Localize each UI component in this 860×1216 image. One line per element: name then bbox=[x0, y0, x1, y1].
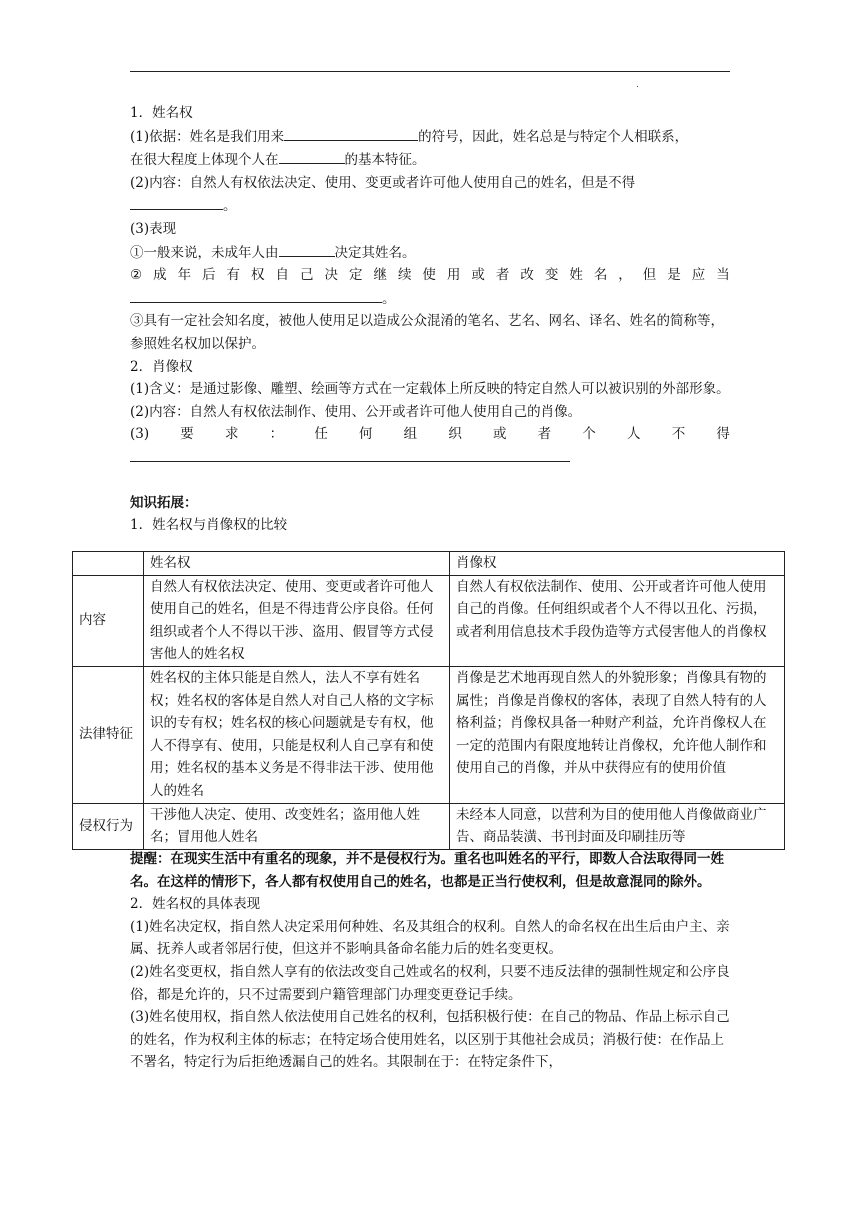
req-char: 要 bbox=[180, 426, 194, 443]
expr2-char: 名 bbox=[593, 267, 608, 284]
expression-item-2 bbox=[130, 264, 730, 287]
expr2-char: 使 bbox=[422, 267, 436, 284]
req-char: 人 bbox=[627, 426, 641, 443]
table-header-row bbox=[73, 552, 785, 576]
expr2-char: 定 bbox=[348, 267, 363, 284]
row-label: 侵权行为 bbox=[73, 803, 144, 849]
paragraph-decision-right: (1)姓名决定权，指自然人决定采用何种姓、名及其组合的权利。自然人的命名权在出生后由户主、亲属、抚养人或者邻居行使，但这并不影响具备命名能力后的姓名变更权。 bbox=[130, 918, 730, 958]
section-title-name-right: 1．姓名权 bbox=[130, 105, 193, 121]
paragraph-change-right: (2)姓名变更权，指自然人享有的依法改变自己姓或名的权利，只要不违反法律的强制性规定和公序良俗，都是允许的，只不过需要到户籍管理部门办理变更登记手续。 bbox=[130, 963, 730, 1003]
req-char: 得 bbox=[716, 426, 730, 443]
fill-blank[interactable] bbox=[279, 148, 345, 164]
expression-item-2-blank bbox=[130, 287, 730, 311]
portrait-right-cell: 肖像是艺术地再现自然人的外貌形象；肖像具有物的属性；肖像是肖像权的客体，表现了自然人特有的人格利益；肖像权具备一种财产利益，允许肖像权人在一定的范围内有限度地转让肖像权，允许他人制作和使用自己的肖像，并从中获得应有的使用价值 bbox=[450, 666, 785, 803]
expr2-char: 是 bbox=[667, 267, 681, 284]
expr2-char: 姓 bbox=[569, 267, 583, 284]
content-text-a: (2)内容：自然人有权依法决定、使用、变更或者许可他人使用自己的姓名，但是不得 bbox=[130, 174, 636, 191]
comparison-title: 1．姓名权与肖像权的比较 bbox=[130, 517, 288, 534]
expr1-text-a: ①一般来说，未成年人由 bbox=[130, 244, 279, 261]
expr2-end: 。 bbox=[382, 290, 396, 307]
expression-item-3: ③具有一定社会知名度，被他人使用足以造成公众混淆的笔名、艺名、网名、译名、姓名的简称等，参照姓名权加以保护。 bbox=[130, 313, 724, 352]
portrait-requirement bbox=[130, 423, 730, 446]
header-rule bbox=[130, 71, 730, 72]
expr2-char: 决 bbox=[324, 267, 338, 284]
reminder-paragraph: 提醒：在现实生活中有重名的现象，并不是侵权行为。重名也叫姓名的平行，即数人合法取得同一姓名。在这样的情形下，各人都有权使用自己的姓名，也都是正当行使权利，但是故意混同的除外。 bbox=[130, 851, 724, 890]
comparison-table bbox=[72, 551, 785, 850]
fill-blank[interactable] bbox=[279, 241, 335, 257]
expr2-char: 继 bbox=[373, 267, 387, 284]
req-char: (3) bbox=[130, 426, 150, 443]
expr2-char: 有 bbox=[226, 267, 241, 284]
row-label: 内容 bbox=[73, 575, 144, 666]
header-dot: . bbox=[636, 80, 639, 90]
name-right-cell: 自然人有权依法决定、使用、变更或者许可他人使用自己的姓名，但是不得违背公序良俗。任何组织或者个人不得以干涉、盗用、假冒等方式侵害他人的姓名权 bbox=[144, 575, 450, 666]
expr2-char: ② bbox=[130, 267, 143, 284]
fill-blank[interactable] bbox=[130, 446, 570, 462]
name-right-cell: 姓名权的主体只能是自然人，法人不享有姓名权；姓名权的客体是自然人对自己人格的文字标识的专有权；姓名权的核心问题就是专有权，他人不得享有、使用，只能是权利人自己享有和使用；姓名权的基本义务是不得非法干涉、使用他人的姓名 bbox=[144, 666, 450, 803]
basis-text-d: 的基本特征。 bbox=[344, 152, 426, 169]
fill-blank[interactable] bbox=[130, 287, 382, 303]
basis-text-c: 在很大程度上体现个人在 bbox=[130, 152, 279, 169]
expr2-char: 己 bbox=[300, 267, 314, 284]
req-char: 织 bbox=[448, 426, 462, 443]
basis-text-b: 的符号，因此，姓名总是与特定个人相联系， bbox=[418, 128, 689, 145]
expr2-char: 成 bbox=[153, 267, 167, 284]
expr2-char: 应 bbox=[691, 267, 706, 284]
expr2-char: ， bbox=[618, 267, 632, 284]
expr2-char: 当 bbox=[716, 267, 730, 284]
extension-heading: 知识拓展： bbox=[130, 494, 198, 511]
table-row bbox=[73, 803, 785, 849]
table-row bbox=[73, 575, 785, 666]
row-label: 法律特征 bbox=[73, 666, 144, 803]
req-char: 任 bbox=[314, 426, 328, 443]
expr2-char: 用 bbox=[446, 267, 461, 284]
expr2-char: 权 bbox=[251, 267, 265, 284]
portrait-requirement-blank bbox=[130, 446, 730, 470]
portrait-meaning: (1)含义：是通过影像、雕塑、绘画等方式在一定载体上所反映的特定自然人可以被识别的外部形象。 bbox=[130, 381, 730, 398]
table-header-cell: 肖像权 bbox=[450, 552, 785, 576]
expression-item-1 bbox=[130, 241, 730, 265]
req-char: 者 bbox=[537, 426, 552, 443]
basis-text-a: (1)依据：姓名是我们用来 bbox=[130, 128, 285, 145]
req-char: 求 bbox=[224, 426, 239, 443]
req-char: 何 bbox=[358, 426, 373, 443]
expr2-char: 后 bbox=[202, 267, 216, 284]
expr2-char: 改 bbox=[520, 267, 534, 284]
table-header-cell bbox=[73, 552, 144, 576]
expression-title: (3)表现 bbox=[130, 220, 177, 237]
content-paragraph bbox=[130, 172, 730, 218]
req-char: 组 bbox=[403, 426, 418, 443]
expr2-char: 年 bbox=[177, 267, 192, 284]
basis-paragraph bbox=[130, 125, 730, 172]
portrait-right-cell: 自然人有权依法制作、使用、公开或者许可他人使用自己的肖像。任何组织或者个人不得以丑化、污损，或者利用信息技术手段伪造等方式侵害他人的肖像权 bbox=[450, 575, 785, 666]
section-title-specific: 2．姓名权的具体表现 bbox=[130, 896, 261, 913]
expr2-char: 或 bbox=[471, 267, 485, 284]
expr2-char: 者 bbox=[495, 267, 510, 284]
table-header-cell: 姓名权 bbox=[144, 552, 450, 576]
req-char: ： bbox=[269, 426, 284, 443]
section-title-portrait-right: 2．肖像权 bbox=[130, 358, 193, 375]
portrait-right-cell: 未经本人同意，以营利为目的使用他人肖像做商业广告、商品装潢、书刊封面及印刷挂历等 bbox=[450, 803, 785, 849]
fill-blank[interactable] bbox=[284, 125, 418, 141]
expr2-char: 变 bbox=[544, 267, 559, 284]
expr2-char: 自 bbox=[275, 267, 290, 284]
expr2-char: 续 bbox=[397, 267, 412, 284]
content-text-b: 。 bbox=[223, 198, 237, 215]
main-content bbox=[130, 102, 730, 537]
spacer bbox=[130, 470, 730, 492]
expr1-text-b: 决定其姓名。 bbox=[334, 244, 416, 261]
req-char: 不 bbox=[671, 426, 686, 443]
req-char: 或 bbox=[493, 426, 507, 443]
fill-blank[interactable] bbox=[130, 194, 223, 210]
expr2-char: 但 bbox=[642, 267, 657, 284]
name-right-cell: 干涉他人决定、使用、改变姓名；盗用他人姓名；冒用他人姓名 bbox=[144, 803, 450, 849]
req-char: 个 bbox=[582, 426, 596, 443]
portrait-content: (2)内容：自然人有权依法制作、使用、公开或者许可他人使用自己的肖像。 bbox=[130, 403, 582, 420]
paragraph-use-right: (3)姓名使用权，指自然人依法使用自己姓名的权利，包括积极行使：在自己的物品、作品上标示自己的姓名，作为权利主体的标志；在特定场合使用姓名，以区别于其他社会成员；消极行使：在作品上不署名，特定行为后拒绝透漏自己的姓名。其限制在于：在特定条件下， bbox=[130, 1009, 730, 1071]
lower-content bbox=[130, 848, 730, 1074]
table-row bbox=[73, 666, 785, 803]
